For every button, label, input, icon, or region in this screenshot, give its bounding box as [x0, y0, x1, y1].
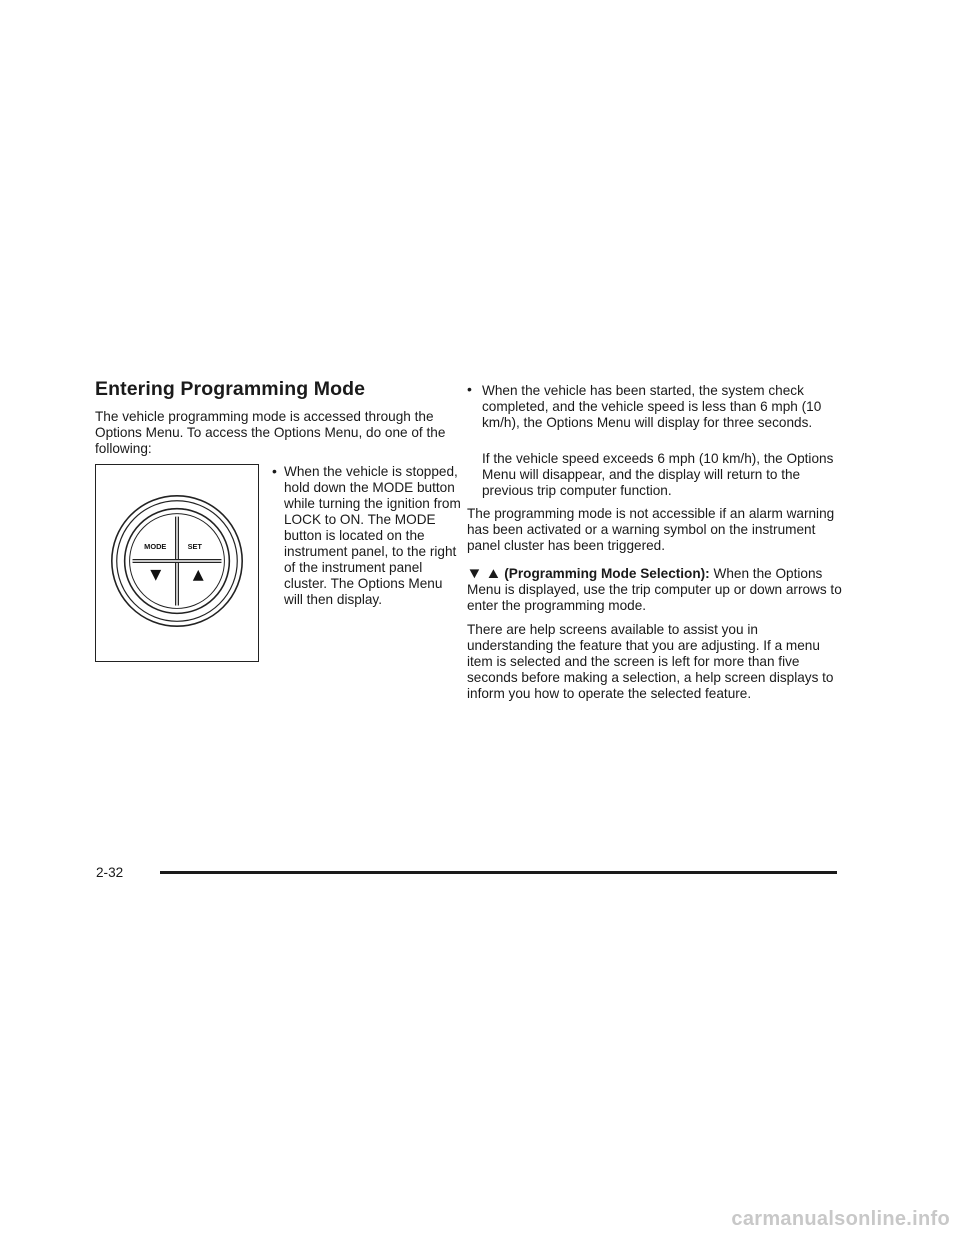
button-cluster-drawing — [96, 465, 258, 661]
watermark: carmanualsonline.info — [731, 1208, 950, 1230]
bullet-item-started — [467, 382, 847, 431]
selection-label: (Programming Mode Selection): — [504, 566, 710, 581]
up-arrow-icon: ▲ — [484, 565, 502, 582]
down-arrow-icon — [150, 570, 161, 581]
set-button-label: SET — [187, 542, 202, 552]
up-arrow-icon — [193, 570, 204, 581]
bullet-item-stopped — [272, 463, 462, 608]
down-arrow-icon: ▼ — [466, 565, 483, 582]
bullet-text: When the vehicle has been started, the system check completed, and the vehicle speed is less than 6 mph (10 km/h), the Options Menu will display for three seconds. — [482, 383, 822, 430]
page-number: 2-32 — [96, 865, 124, 880]
selection-paragraph — [467, 566, 847, 614]
alarm-paragraph: The programming mode is not accessible if an alarm warning has been activated or a warning symbol on the instrument panel cluster has been triggered. — [467, 506, 835, 553]
selection-text: When the Options Menu is displayed, use the trip computer up or down arrows to enter the programming mode. — [467, 566, 842, 613]
help-paragraph: There are help screens available to assist you in understanding the feature that you are adjusting. If a menu item is selected and the screen is left for more than five seconds before making a selection, a help screen displays to inform you how to operate the selected feature. — [467, 622, 834, 701]
bullet-marker: • — [467, 381, 472, 397]
bullet-marker: • — [272, 463, 277, 479]
section-title: Entering Programming Mode — [95, 378, 366, 400]
mode-button-label: MODE — [144, 542, 167, 552]
bullet-text: When the vehicle is stopped, hold down the MODE button while turning the ignition from LOCK to ON. The MODE button is located on the instrument panel, to the right of the instrument panel cluster. The Options Menu will then display. — [284, 464, 461, 607]
bullet-followup-text: If the vehicle speed exceeds 6 mph (10 km/h), the Options Menu will disappear, and the display will return to the previous trip computer function. — [482, 451, 834, 498]
footer-rule — [160, 871, 837, 874]
intro-paragraph: The vehicle programming mode is accessed through the Options Menu. To access the Options Menu, do one of the following: — [95, 409, 446, 456]
mode-set-button-illustration — [95, 464, 259, 662]
